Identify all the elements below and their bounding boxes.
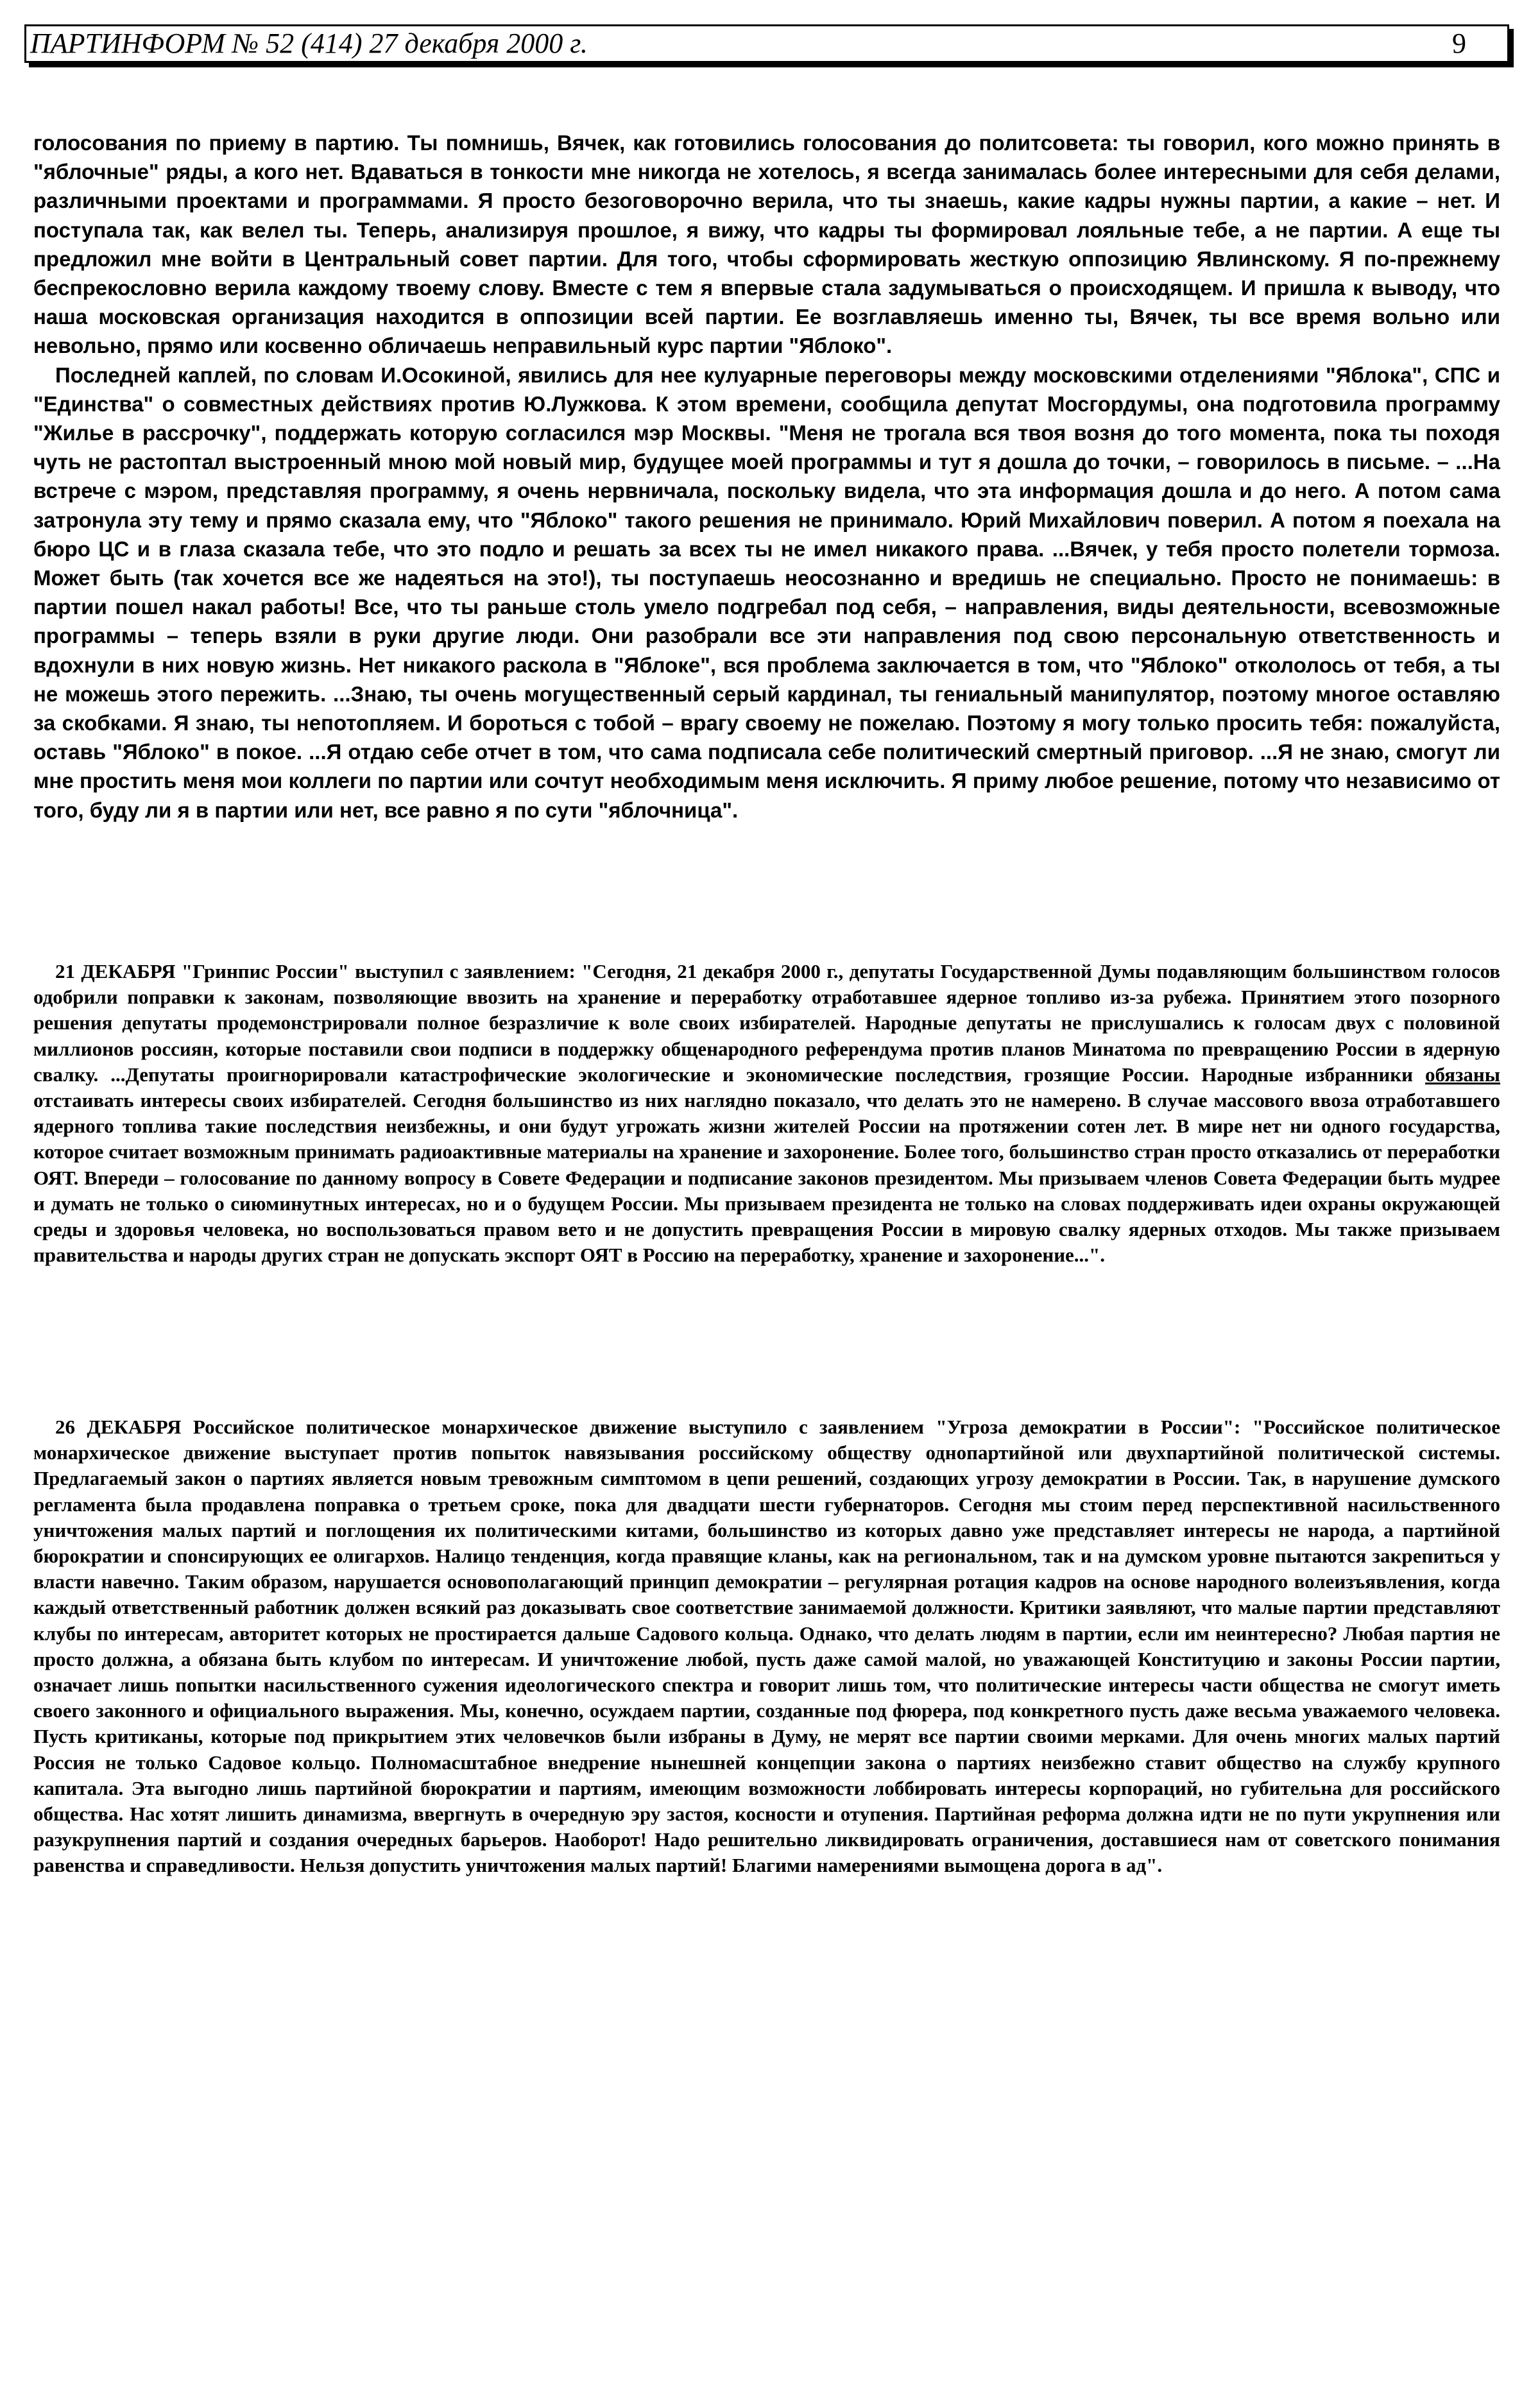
article-greenpeace-statement xyxy=(33,959,1500,1268)
page-number: 9 xyxy=(1452,28,1466,59)
article-monarchist-statement xyxy=(33,1414,1500,1879)
text-segment: отстаивать интересы своих избирателей. Сегодня большинство из них наглядно показало, что делать это не намерено. В случае массового ввоза отработавшего ядерного топлива такие последствия неизбежны, и они будут угрожать жизни жителей России на протяжении сотен лет. В мире нет ни одного государства, которое считает возможным принимать радиоактивные материалы на хранение и захоронение. Более того, большинство стран просто отказались от переработки ОЯТ. Впереди – голосование по данному вопросу в Совете Федерации и подписание законов президентом. Мы призываем членов Совета Федерации быть мудрее и думать не только о сиюминутных интересах, но и о будущем России. Мы призываем президента не только на словах поддерживать идеи охраны окружающей среды и здоровья человека, но воспользоваться правом вето и не допустить превращения России в мировую свалку ядерных отходов. Мы также призываем правительства и народы других стран не допускать экспорт ОЯТ в Россию на переработку, хранение и захоронение...". xyxy=(33,1089,1500,1267)
underlined-word: обязаны xyxy=(1425,1063,1500,1086)
header-title: ПАРТИНФОРМ № 52 (414) 27 декабря 2000 г. xyxy=(30,28,588,59)
article-paragraph: голосования по приему в партию. Ты помнишь, Вячек, как готовились голосования до политсовета: ты говорил, кого можно принять в "яблочные" ряды, а кого нет. Вдаваться в тонкости мне никогда не хотелось, я всегда занималась более интересными для себя делами, различными проектами и программами. Я просто безоговорочно верила, что ты знаешь, какие кадры нужны партии, а какие – нет. И поступала так, как велел ты. Теперь, анализируя прошлое, я вижу, что кадры ты формировал лояльные тебе, а не партии. А еще ты предложил мне войти в Центральный совет партии. Для того, чтобы сформировать жесткую оппозицию Явлинскому. Я по-прежнему беспрекословно верила каждому твоему слову. Вместе с тем я впервые стала задумываться о происходящем. И пришла к выводу, что наша московская организация находится в оппозиции всей партии. Ее возглавляешь именно ты, Вячек, ты все время вольно или невольно, прямо или косвенно обличаешь неправильный курс партии "Яблоко". xyxy=(33,131,1500,358)
article-osokina-letter xyxy=(33,128,1500,825)
article-paragraph xyxy=(33,959,1500,1268)
article-paragraph: 26 ДЕКАБРЯ Российское политическое монархическое движение выступило с заявлением "Угроза демократии в России": "Российское политическое монархическое движение выступает против попыток навязывания российскому обществу однопартийной или двухпартийной политической системы. Предлагаемый закон о партиях является новым тревожным симптомом в цепи решений, создающих угрозу демократии в России. Так, в нарушение думского регламента была продавлена поправка о третьем сроке, пока для двадцати шести губернаторов. Сегодня мы стоим перед перспективной насильственного уничтожения малых партий и поглощения их политическими китами, большинство из которых давно уже представляет интересы не народа, а партийной бюрократии и спонсирующих ее олигархов. Налицо тенденция, когда правящие кланы, как на региональном, так и на думском уровне пытаются закрепиться у власти навечно. Таким образом, нарушается основополагающий принцип демократии – регулярная ротация кадров на основе народного волеизъявления, когда каждый ответственный работник должен всякий раз доказывать свое соответствие занимаемой должности. Критики заявляют, что малые партии представляют клубы по интересам, авторитет которых не простирается дальше Садового кольца. Однако, что делать людям в партии, если им неинтересно? Любая партия не просто должна, а обязана быть клубом по интересам. И уничтожение любой, пусть даже самой малой, но уважающей Конституцию и законы России партии, означает лишь попытки насильственного сужения идеологического спектра и говорит лишь том, что политические интересы части общества не смогут иметь своего законного и официального выражения. Мы, конечно, осуждаем партии, созданные под фюрера, под конкретного пусть даже весьма уважаемого человека. Пусть критиканы, которые под прикрытием этих человечков были избраны в Думу, не мерят все партии своими мерками. Для очень многих малых партий Россия не только Садовое кольцо. Полномасштабное внедрение нынешней концепции закона о партиях неизбежно ставит общество на службу крупного капитала. Эта выгодно лишь партийной бюрократии и партиям, имеющим возможности лоббировать интересы корпораций, но губительна для российского общества. Нас хотят лишить динамизма, ввергнуть в очередную эру застоя, косности и отупения. Партийная реформа должна идти не по пути укрупнения или разукрупнения партий и создания очередных барьеров. Наоборот! Надо решительно ликвидировать ограничения, доставшиеся нам от советского понимания равенства и справедливости. Нельзя допустить уничтожения малых партий! Благими намерениями вымощена дорога в ад". xyxy=(33,1416,1500,1877)
text-segment: 21 ДЕКАБРЯ "Гринпис России" выступил с заявлением: "Сегодня, 21 декабря 2000 г., депутаты Государственной Думы подавляющим большинством голосов одобрили поправки к законам, позволяющие ввозить на хранение и переработку отработавшее ядерное топливо из-за рубежа. Принятием этого позорного решения депутаты продемонстрировали полное безразличие к воле своих избирателей. Народные депутаты не прислушались к голосам двух с половиной миллионов россиян, которые поставили свои подписи в поддержку общенародного референдума против планов Минатома по превращению России в ядерную свалку. ...Депутаты проигнорировали катастрофические экологические и экономические последствия, грозящие России. Народные избранники xyxy=(33,960,1500,1086)
page-header xyxy=(24,24,1509,63)
article-paragraph: Последней каплей, по словам И.Осокиной, явились для нее кулуарные переговоры между московскими отделениями "Яблока", СПС и "Единства" о совместных действиях против Ю.Лужкова. К этом времени, сообщила депутат Мосгордумы, она подготовила программу "Жилье в рассрочку", поддержать которую согласился мэр Москвы. "Меня не трогала вся твоя возня до того момента, пока ты походя чуть не растоптал выстроенный мною мой новый мир, будущее моей программы и тут я дошла до точки, – говорилось в письме. – ...На встрече с мэром, представляя программу, я очень нервничала, поскольку видела, что эта информация дошла и до него. А потом сама затронула эту тему и прямо сказала ему, что "Яблоко" такого решения не принимало. Юрий Михайлович поверил. А потом я поехала на бюро ЦС и в глаза сказала тебе, что это подло и решать за всех ты не имел никакого права. ...Вячек, у тебя просто полетели тормоза. Может быть (так хочется все же надеяться на это!), ты поступаешь неосознанно и вредишь не специально. Просто не понимаешь: в партии пошел накал работы! Все, что ты раньше столь умело подгребал под себя, – направления, виды деятельности, всевозможные программы – теперь взяли в руки другие люди. Они разобрали все эти направления под свою персональную ответственность и вдохнули в них новую жизнь. Нет никакого раскола в "Яблоке", вся проблема заключается в том, что "Яблоко" откололось от тебя, а ты не можешь этого пережить. ...Знаю, ты очень могущественный серый кардинал, ты гениальный манипулятор, поэтому многое оставляю за скобками. Я знаю, ты непотопляем. И бороться с тобой – врагу своему не пожелаю. Поэтому я могу только просить тебя: пожалуйста, оставь "Яблоко" в покое. ...Я отдаю себе отчет в том, что сама подписала себе политический смертный приговор. ...Я не знаю, смогут ли мне простить меня мои коллеги по партии или сочтут необходимым меня исключить. Я приму любое решение, потому что независимо от того, буду ли я в партии или нет, все равно я по сути "яблочница". xyxy=(33,363,1500,822)
